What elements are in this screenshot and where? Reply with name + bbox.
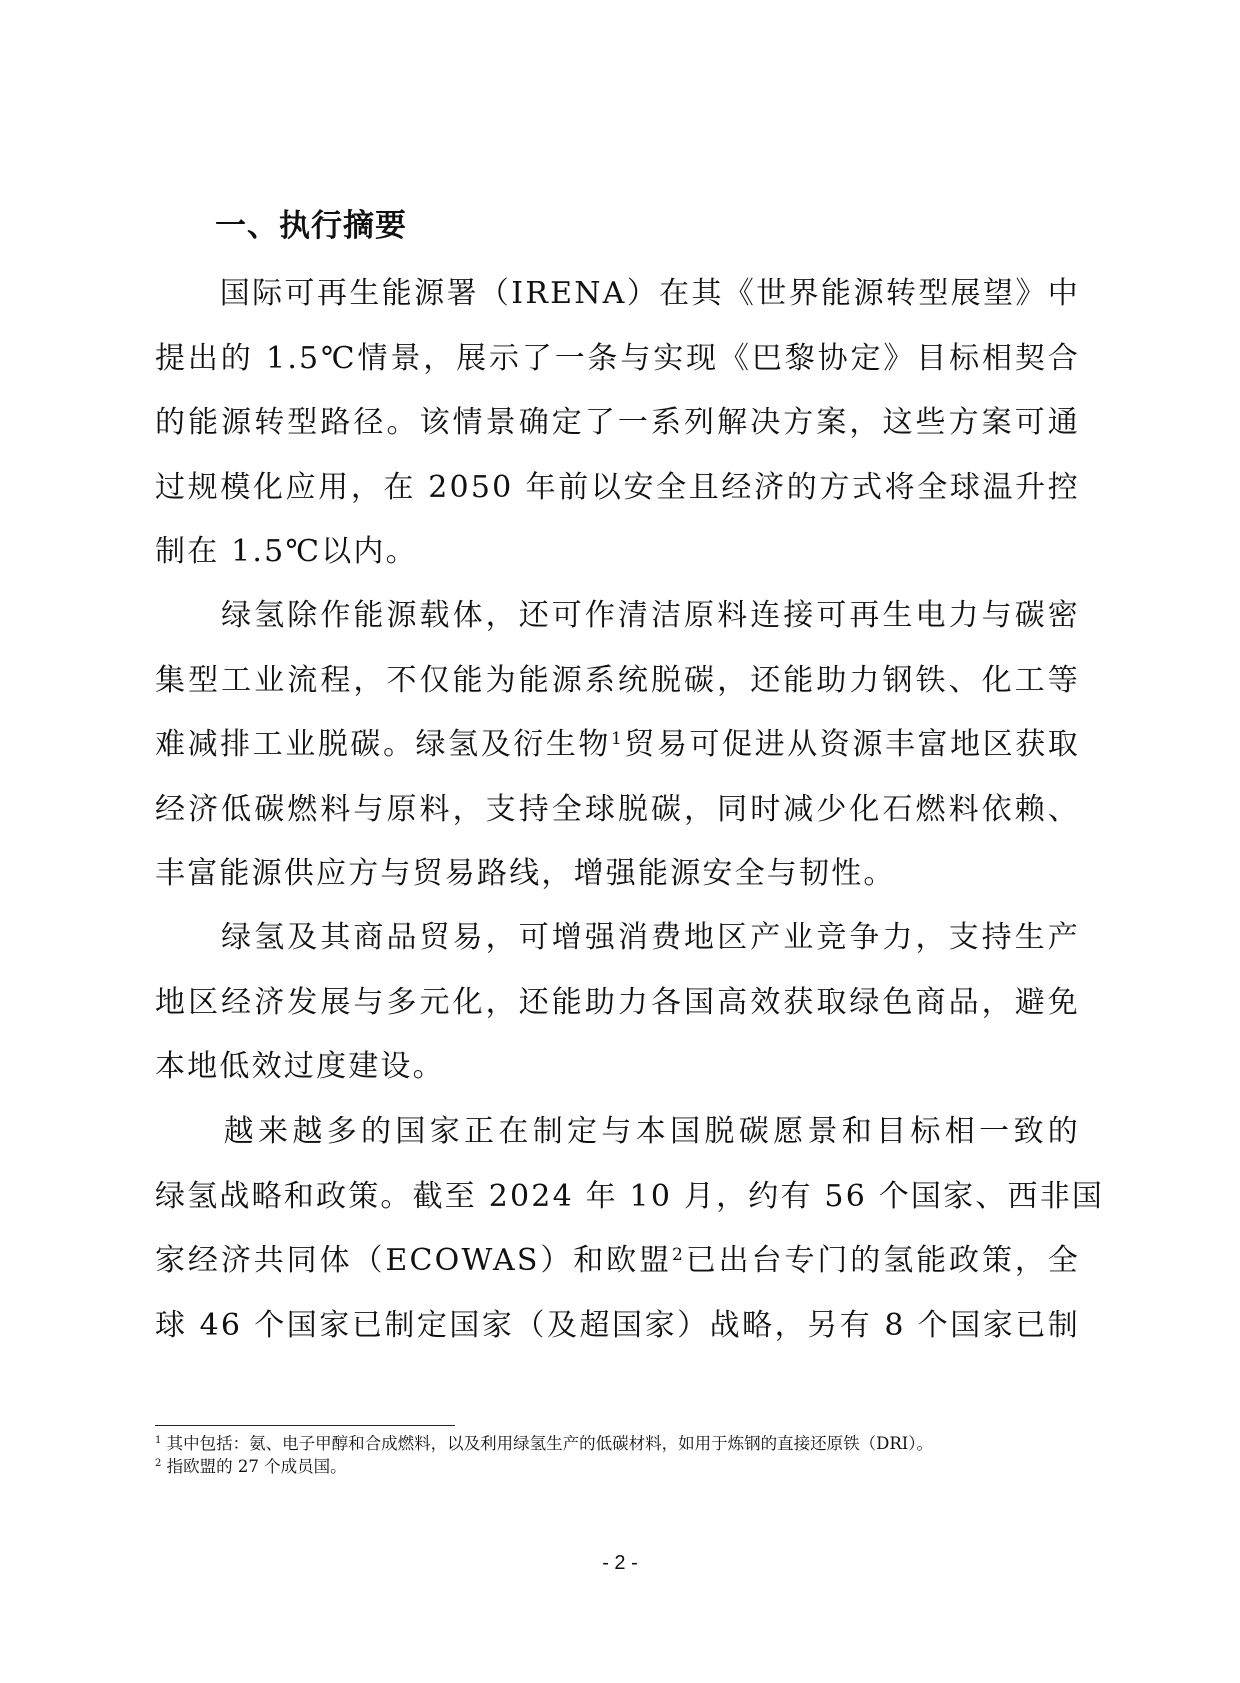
footnote-2: [155, 1455, 933, 1478]
text-line: 过规模化应用，在 2050 年前以安全且经济的方式将全球温升控: [155, 469, 1080, 505]
text-segment: 家经济共同体（ECOWAS）和欧盟: [155, 1243, 672, 1278]
text-line: 本地低效过度建设。: [155, 1049, 445, 1084]
footnotes: [155, 1432, 933, 1478]
footnote-1: [155, 1432, 933, 1455]
page-number: - 2 -: [602, 1552, 638, 1574]
text-line: 国际可再生能源署（IRENA）在其《世界能源转型展望》中: [155, 276, 1080, 311]
paragraph-4: [155, 1100, 1105, 1358]
text-line: 的能源转型路径。该情景确定了一系列解决方案，这些方案可通: [155, 405, 1080, 440]
footnote-text: 其中包括：氨、电子甲醇和合成燃料，以及利用绿氢生产的低碳材料，如用于炼钢的直接还原铁（DRI）。: [161, 1434, 934, 1453]
text-line: 丰富能源供应方与贸易路线，增强能源安全与韧性。: [155, 856, 896, 891]
footnote-mark: 1: [155, 1435, 162, 1446]
footnote-divider: [155, 1425, 455, 1426]
text-line: 制在 1.5℃以内。: [155, 534, 418, 569]
text-line: 地区经济发展与多元化，还能助力各国高效获取绿色商品，避免: [155, 984, 1080, 1020]
text-line: 经济低碳燃料与原料，支持全球脱碳，同时减少化石燃料依赖、: [155, 791, 1080, 827]
footnote-mark: 2: [155, 1458, 162, 1469]
text-segment: 贸易可促进从资源丰富地区获取: [624, 727, 1080, 762]
paragraph-1: [155, 262, 1080, 585]
text-segment: 难减排工业脱碳。绿氢及衍生物: [155, 727, 611, 762]
paragraph-2: [155, 584, 1080, 907]
text-line: 提出的 1.5℃情景，展示了一条与实现《巴黎协定》目标相契合: [155, 340, 1080, 376]
text-line: [155, 1229, 1080, 1294]
text-line: 绿氢及其商品贸易，可增强消费地区产业竞争力，支持生产: [155, 920, 1080, 955]
footnote-ref-2[interactable]: 2: [671, 1245, 686, 1265]
footnote-ref-1[interactable]: 1: [610, 729, 625, 749]
text-segment: 已出台专门的氢能政策，全: [685, 1243, 1080, 1278]
text-line: [155, 713, 1080, 778]
text-line: 球 46 个国家已制定国家（及超国家）战略，另有 8 个国家已制: [155, 1307, 1080, 1343]
text-line: 绿氢战略和政策。截至 2024 年 10 月，约有 56 个国家、西非国: [155, 1178, 1105, 1214]
paragraph-3: [155, 906, 1080, 1100]
section-heading: 一、执行摘要: [215, 208, 407, 244]
text-line: 绿氢除作能源载体，还可作清洁原料连接可再生电力与碳密: [155, 598, 1080, 633]
text-line: 集型工业流程，不仅能为能源系统脱碳，还能助力钢铁、化工等: [155, 662, 1080, 698]
footnote-text: 指欧盟的 27 个成员国。: [161, 1457, 347, 1476]
text-line: 越来越多的国家正在制定与本国脱碳愿景和目标相一致的: [155, 1114, 1080, 1149]
